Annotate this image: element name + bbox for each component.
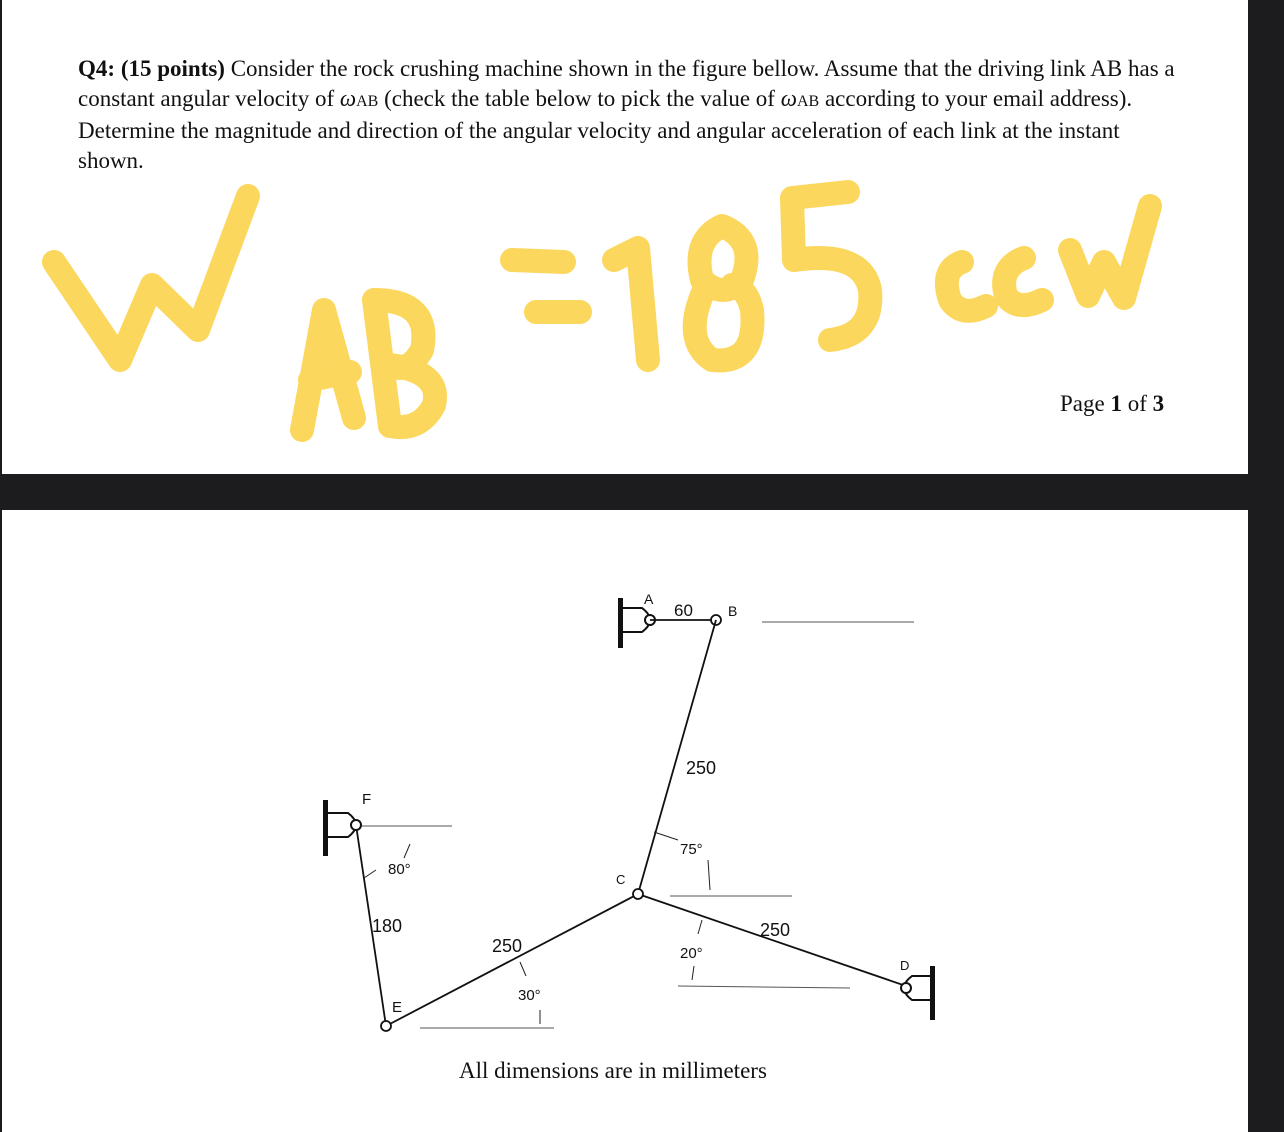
angle-cd: 20° (680, 945, 703, 962)
question-points: (15 points) (120, 56, 225, 81)
omega-subscript: AB (356, 92, 379, 110)
label-d: D (900, 958, 910, 973)
question-text-part-2: (check the table below to pick the value of (378, 85, 781, 111)
joint-c (633, 889, 643, 899)
page-middle: of (1121, 391, 1153, 416)
angle-ce: 30° (518, 987, 541, 1004)
label-a: A (644, 591, 654, 607)
label-e: E (392, 999, 403, 1016)
question-text-part-3: according to your email address). Determine the magnitude and direction of the angular velocity and angular acceleration of each link at the instant shown. (78, 85, 1133, 173)
page-current: 1 (1110, 391, 1122, 416)
label-f: F (362, 791, 372, 808)
link-ce (386, 894, 638, 1026)
omega-subscript-2: AB (796, 92, 820, 110)
label-c: C (616, 872, 626, 887)
question-text-part-1: Consider the rock crushing machine shown in the figure bellow. Assume that the driving link AB has a constant angular velocity of (78, 56, 1175, 111)
omega-symbol-2: ω (780, 85, 797, 111)
page-total: 3 (1152, 391, 1165, 416)
question-label: Q4: (78, 56, 116, 81)
angle-bc: 75° (680, 841, 703, 858)
dim-ab: 60 (674, 601, 693, 620)
page-2 (2, 510, 1248, 1132)
figure-caption: All dimensions are in millimeters (459, 1058, 767, 1083)
omega-symbol: ω (339, 85, 357, 111)
page-1 (2, 0, 1248, 474)
link-bc (638, 620, 716, 894)
dim-ce: 250 (492, 936, 523, 956)
ground-support-f (323, 800, 361, 856)
link-cd (638, 894, 906, 986)
angle-ef: 80° (388, 861, 411, 878)
dim-bc: 250 (686, 758, 717, 778)
label-b: B (728, 603, 738, 619)
mechanism-figure (2, 510, 1248, 1132)
joint-e (381, 1021, 391, 1031)
dim-ef: 180 (372, 916, 403, 936)
reference-lines (362, 622, 914, 1028)
page-prefix: Page (1060, 391, 1111, 416)
dim-cd: 250 (760, 920, 791, 940)
ground-support-d (901, 966, 935, 1020)
page-indicator (1060, 391, 1164, 417)
